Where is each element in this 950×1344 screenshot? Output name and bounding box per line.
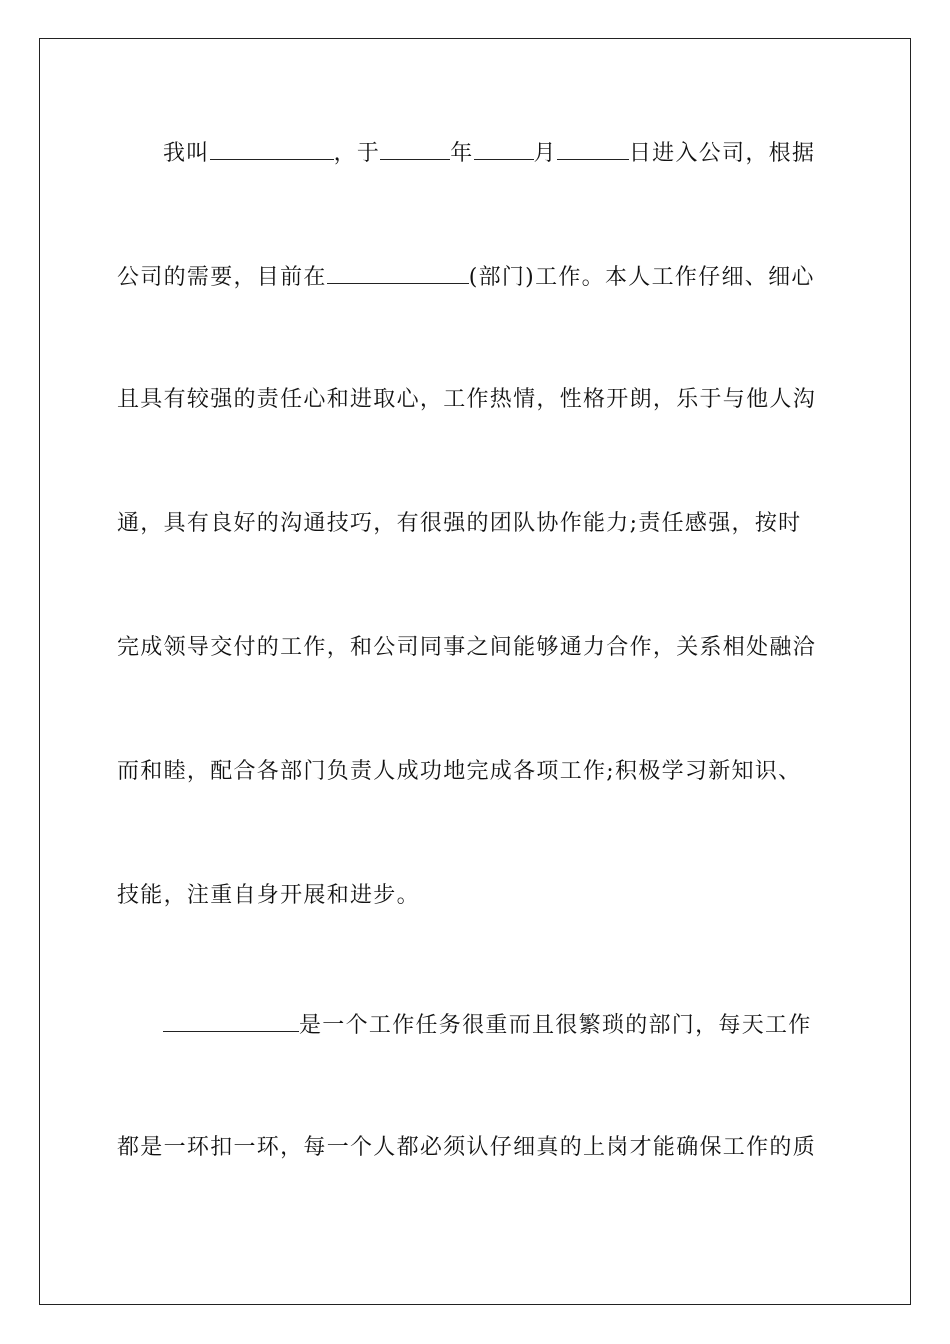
paragraph1-line6: 而和睦，配合各部门负责人成功地完成各项工作;积极学习新知识、 xyxy=(117,759,802,784)
paragraph1-line1 xyxy=(117,137,879,169)
text-segment: 我叫 xyxy=(163,141,210,166)
year-blank[interactable] xyxy=(380,137,450,160)
paragraph1-line4: 通，具有良好的沟通技巧，有很强的团队协作能力;责任感强，按时 xyxy=(117,511,802,536)
name-blank[interactable] xyxy=(210,137,334,160)
paragraph1-line2 xyxy=(117,261,833,293)
text-segment: (部门)工作。本人工作仔细、细心 xyxy=(468,265,815,290)
month-blank[interactable] xyxy=(474,137,534,160)
text-segment: ，于 xyxy=(333,141,381,166)
page-frame xyxy=(39,38,911,1305)
text-segment: 日进入公司，根据 xyxy=(628,141,816,166)
text-segment: 公司的需要，目前在 xyxy=(117,265,327,290)
day-blank[interactable] xyxy=(557,137,629,160)
text-segment: 是一个工作任务很重而且很繁琐的部门，每天工作 xyxy=(299,1013,812,1038)
department-name-blank[interactable] xyxy=(163,1009,299,1032)
department-blank[interactable] xyxy=(327,261,469,284)
paragraph2-line1 xyxy=(117,1009,879,1041)
text-segment: 年 xyxy=(450,141,474,166)
paragraph2-line2: 都是一环扣一环，每一个人都必须认仔细真的上岗才能确保工作的质 xyxy=(117,1135,817,1160)
paragraph1-line7: 技能，注重自身开展和进步。 xyxy=(117,883,420,908)
paragraph1-line5: 完成领导交付的工作，和公司同事之间能够通力合作，关系相处融洽 xyxy=(117,635,817,660)
paragraph1-line3: 且具有较强的责任心和进取心，工作热情，性格开朗，乐于与他人沟 xyxy=(117,387,817,412)
text-segment: 月 xyxy=(533,141,557,166)
